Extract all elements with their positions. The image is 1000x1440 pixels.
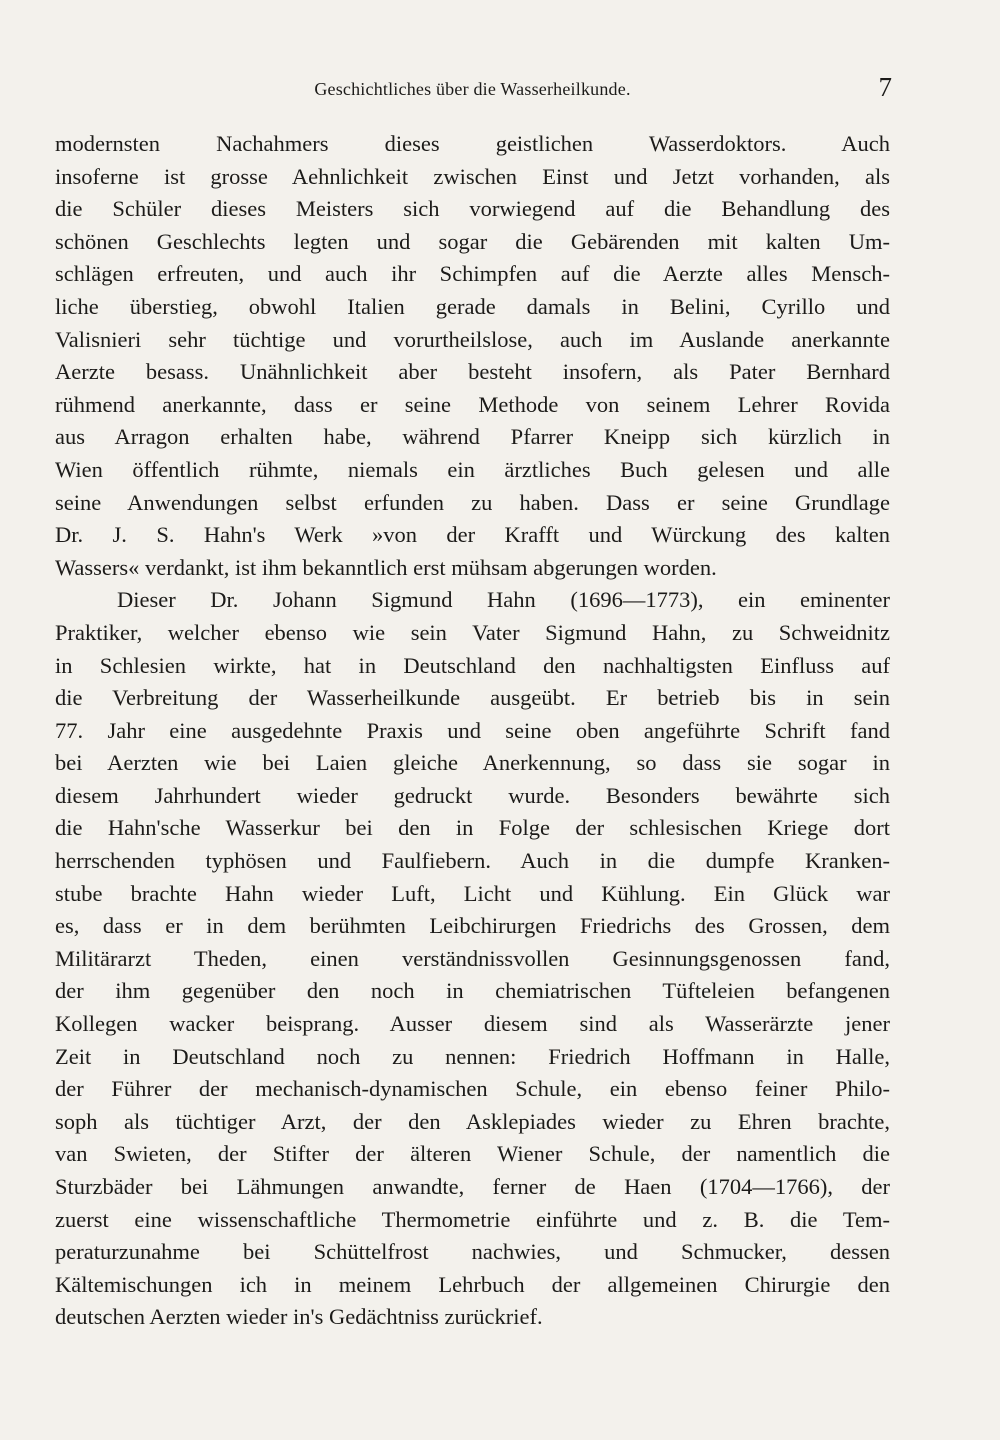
text-line-paragraph-start: Dieser Dr. Johann Sigmund Hahn (1696—1773), ein eminenter	[117, 587, 890, 613]
text-line: die Hahn'sche Wasserkur bei den in Folge der schlesischen Kriege dort	[55, 815, 890, 841]
text-line: van Swieten, der Stifter der älteren Wiener Schule, der namentlich die	[55, 1141, 890, 1167]
text-line: schönen Geschlechts legten und sogar die Gebärenden mit kalten Um-	[55, 228, 890, 254]
text-line: Aerzte besass. Unähnlichkeit aber besteht insofern, als Pater Bernhard	[55, 359, 890, 385]
text-line-paragraph-end: Wassers« verdankt, ist ihm bekanntlich erst mühsam abgerungen worden.	[55, 554, 717, 580]
text-line: herrschenden typhösen und Faulfiebern. Auch in die dumpfe Kranken-	[55, 848, 890, 874]
text-line: aus Arragon erhalten habe, während Pfarrer Kneipp sich kürzlich in	[55, 424, 890, 450]
text-line: der ihm gegenüber den noch in chemiatrischen Tüfteleien befangenen	[55, 978, 890, 1004]
text-line: seine Anwendungen selbst erfunden zu haben. Dass er seine Grundlage	[55, 489, 890, 515]
text-line: rühmend anerkannte, dass er seine Methode von seinem Lehrer Rovida	[55, 391, 890, 417]
text-line: die Schüler dieses Meisters sich vorwiegend auf die Behandlung des	[55, 196, 890, 222]
text-line: Praktiker, welcher ebenso wie sein Vater Sigmund Hahn, zu Schweidnitz	[55, 619, 890, 645]
running-head-title: Geschichtliches über die Wasserheilkunde.	[314, 79, 631, 99]
text-line: modernsten Nachahmers dieses geistlichen Wasserdoktors. Auch	[55, 131, 890, 156]
text-line: es, dass er in dem berühmten Leibchirurgen Friedrichs des Grossen, dem	[55, 913, 890, 939]
text-line: zuerst eine wissenschaftliche Thermometrie einführte und z. B. die Tem-	[55, 1206, 890, 1232]
text-line: Kältemischungen ich in meinem Lehrbuch der allgemeinen Chirurgie den	[55, 1271, 890, 1297]
text-line: soph als tüchtiger Arzt, der den Asklepiades wieder zu Ehren brachte,	[55, 1108, 890, 1134]
text-line: bei Aerzten wie bei Laien gleiche Anerkennung, so dass sie sogar in	[55, 750, 890, 776]
text-line: Wien öffentlich rühmte, niemals ein ärztliches Buch gelesen und alle	[55, 456, 890, 482]
text-line: in Schlesien wirkte, hat in Deutschland den nachhaltigsten Einfluss auf	[55, 652, 890, 678]
text-line: Militärarzt Theden, einen verständnissvollen Gesinnungsgenossen fand,	[55, 945, 890, 971]
text-line: die Verbreitung der Wasserheilkunde ausgeübt. Er betrieb bis in sein	[55, 685, 890, 711]
text-line: stube brachte Hahn wieder Luft, Licht und Kühlung. Ein Glück war	[55, 880, 890, 906]
text-line: Valisnieri sehr tüchtige und vorurtheilslose, auch im Auslande anerkannte	[55, 326, 890, 352]
text-line: 77. Jahr eine ausgedehnte Praxis und seine oben angeführte Schrift fand	[55, 717, 890, 743]
text-line: diesem Jahrhundert wieder gedruckt wurde. Besonders bewährte sich	[55, 782, 890, 808]
text-line: liche überstieg, obwohl Italien gerade damals in Belini, Cyrillo und	[55, 293, 890, 319]
text-line: insoferne ist grosse Aehnlichkeit zwischen Einst und Jetzt vorhanden, als	[55, 163, 890, 189]
text-line: Kollegen wacker beisprang. Ausser diesem sind als Wasserärzte jener	[55, 1011, 890, 1037]
text-line: schlägen erfreuten, und auch ihr Schimpfen auf die Aerzte alles Mensch-	[55, 261, 890, 287]
text-line: Sturzbäder bei Lähmungen anwandte, ferner de Haen (1704—1766), der	[55, 1174, 890, 1199]
page-number: 7	[878, 72, 892, 102]
body-text	[55, 128, 890, 1334]
running-head	[55, 72, 892, 104]
text-line: Zeit in Deutschland noch zu nennen: Friedrich Hoffmann in Halle,	[55, 1043, 890, 1069]
text-line: peraturzunahme bei Schüttelfrost nachwies, und Schmucker, dessen	[55, 1239, 890, 1265]
text-line: Dr. J. S. Hahn's Werk »von der Krafft und Würckung des kalten	[55, 522, 890, 548]
text-line: der Führer der mechanisch-dynamischen Schule, ein ebenso feiner Philo-	[55, 1076, 890, 1102]
text-line-paragraph-end: deutschen Aerzten wieder in's Gedächtniss zurückrief.	[55, 1304, 543, 1330]
